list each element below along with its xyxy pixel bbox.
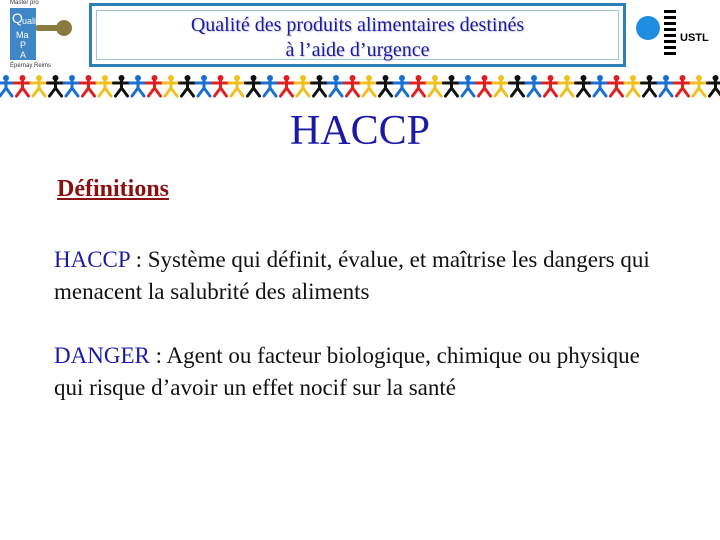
section-heading: Définitions xyxy=(57,176,170,202)
person-icon xyxy=(460,75,476,96)
person-icon xyxy=(15,75,31,96)
key-head-icon xyxy=(56,20,72,36)
person-icon xyxy=(312,75,328,96)
ustl-label: USTL xyxy=(680,32,709,44)
person-icon xyxy=(543,75,559,96)
person-icon xyxy=(229,75,245,96)
person-icon xyxy=(559,75,575,96)
person-icon xyxy=(642,75,658,96)
definition-text: Système qui définit, évalue, et maîtrise les dangers qui menacent la salubrité des aliments xyxy=(54,247,650,304)
person-icon xyxy=(114,75,130,96)
person-icon xyxy=(576,75,592,96)
person-icon xyxy=(64,75,80,96)
header-title xyxy=(96,10,619,60)
logo-bars xyxy=(664,10,676,62)
definition-separator: : xyxy=(129,247,148,272)
logo-top-text: Master pro xyxy=(10,0,39,6)
person-icon xyxy=(708,75,720,96)
person-icon xyxy=(0,75,14,96)
definition-term: DANGER xyxy=(54,343,150,368)
logo-bottom-text: Épernay Reims xyxy=(10,63,52,69)
person-icon xyxy=(444,75,460,96)
header-title-line-2: à l’aide d’urgence xyxy=(285,39,430,61)
slide-title: HACCP xyxy=(289,108,431,154)
person-icon xyxy=(31,75,47,96)
logo-letter-q: Q xyxy=(12,10,23,26)
person-icon xyxy=(378,75,394,96)
person-icon xyxy=(427,75,443,96)
logo-letter-uali: uali xyxy=(22,16,37,26)
person-icon xyxy=(147,75,163,96)
definition-text: Agent ou facteur biologique, chimique ou physique qui risque d’avoir un effet nocif sur la santé xyxy=(54,343,640,400)
definition-term: HACCP xyxy=(54,247,130,272)
person-icon xyxy=(163,75,179,96)
definition-danger xyxy=(54,340,674,404)
definition-haccp xyxy=(54,244,674,308)
logo-letter-p: P xyxy=(20,40,27,50)
people-chain-banner xyxy=(0,74,720,98)
person-icon xyxy=(279,75,295,96)
person-icon xyxy=(130,75,146,96)
person-icon xyxy=(246,75,262,96)
logo-letter-a: A xyxy=(20,50,27,60)
person-icon xyxy=(609,75,625,96)
person-icon xyxy=(658,75,674,96)
person-icon xyxy=(526,75,542,96)
person-icon xyxy=(328,75,344,96)
key-icon xyxy=(36,25,58,31)
header-title-box xyxy=(89,3,626,67)
person-icon xyxy=(81,75,97,96)
person-icon xyxy=(394,75,410,96)
person-icon xyxy=(196,75,212,96)
person-icon xyxy=(477,75,493,96)
person-icon xyxy=(180,75,196,96)
person-icon xyxy=(262,75,278,96)
person-icon xyxy=(97,75,113,96)
person-icon xyxy=(213,75,229,96)
person-icon xyxy=(510,75,526,96)
person-icon xyxy=(361,75,377,96)
university-logo-icon xyxy=(636,16,660,40)
person-icon xyxy=(345,75,361,96)
master-pro-logo xyxy=(6,0,78,72)
definition-separator: : xyxy=(149,343,167,368)
person-icon xyxy=(411,75,427,96)
person-icon xyxy=(48,75,64,96)
ustl-logo xyxy=(634,6,716,66)
person-icon xyxy=(493,75,509,96)
person-icon xyxy=(691,75,707,96)
person-icon xyxy=(592,75,608,96)
person-icon xyxy=(295,75,311,96)
person-icon xyxy=(675,75,691,96)
person-icon xyxy=(625,75,641,96)
logo-letter-ma: Ma xyxy=(16,30,29,40)
header-title-line-1: Qualité des produits alimentaires destinés xyxy=(190,14,525,36)
